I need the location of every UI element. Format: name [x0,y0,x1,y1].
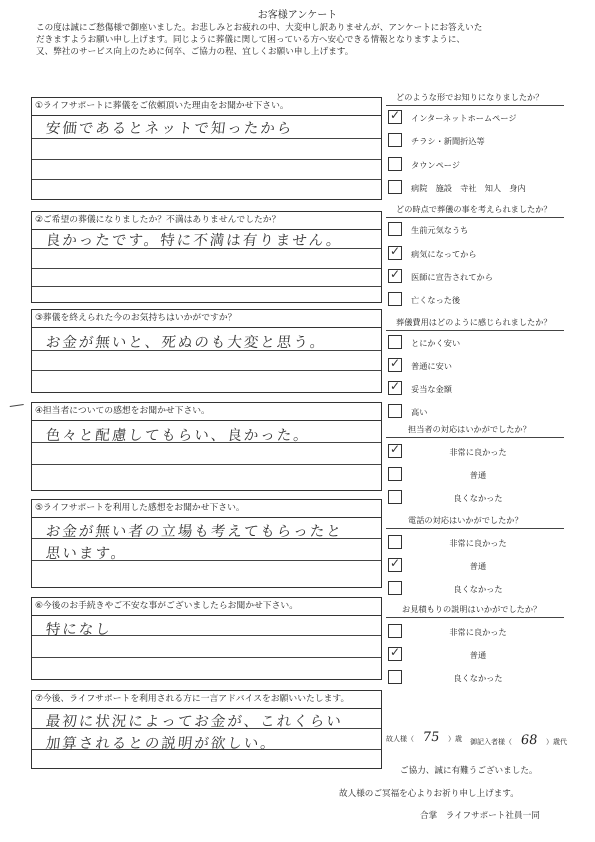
option-label: 非常に良かった [449,447,507,457]
question-4-box [31,402,382,491]
survey-5-heading: 電話の対応はいかがでしたか？ [408,515,523,525]
survey-4-heading: 担当者の対応はいかがでしたか？ [408,424,531,434]
option-label: 良くなかった [453,584,503,594]
checkbox[interactable] [388,222,402,236]
question-6-answer: 特になし [45,622,113,638]
survey-3-heading: 葬儀費用はどのように感じられましたか？ [396,317,552,327]
page-title: お客様アンケート [257,10,338,21]
answer-rule [32,657,381,658]
option-label: 医師に宣告されてから [411,272,493,282]
answer-rule [32,159,381,160]
question-3-label: ③葬儀を終えられた今のお気持ちはいかがですか？ [32,310,381,328]
checkbox[interactable] [388,381,402,395]
checkbox[interactable] [388,110,402,124]
option-label: 生前元気なうち [411,225,469,235]
intro-line: 又、弊社のサービス向上のために何卒、ご協力の程、宜しくお願い申し上げます。 [36,47,354,57]
option-label: とにかく安い [411,338,461,348]
question-1-box [31,97,382,200]
option-label: 普通 [469,650,487,660]
survey-rule [386,437,564,438]
checkbox[interactable] [388,467,402,481]
question-7-box [31,690,382,769]
option-label: インターネットホームページ [411,113,517,123]
checkmark-icon: ✓ [390,244,401,258]
checkbox[interactable] [388,269,402,283]
question-5-answer-line2: 思います。 [45,546,129,562]
question-7-label: ⑦今後、ライフサポートを利用される方に一言アドバイスをお願いいたします。 [32,691,381,709]
option-label: 良くなかった [453,673,503,683]
question-3-answer: お金が無いと、死ぬのも大変と思う。 [45,335,328,351]
option-label: 高い [411,407,428,417]
question-2-label: ②ご希望の葬儀になりましたか？不満はありませんでしたか？ [32,212,381,230]
question-5-answer: お金が無い者の立場も考えてもらったと [45,524,344,540]
checkbox[interactable] [388,490,402,504]
checkbox[interactable] [388,292,402,306]
writer-age-unit: ）歳代 [546,738,567,746]
question-1-label: ①ライフサポートに葬儀をご依頼頂いた理由をお聞かせ下さい。 [32,98,381,116]
thanks-text: ご協力、誠に有難うございました。 [400,766,538,776]
survey-1-heading: どのような形でお知りになりましたか？ [396,92,544,102]
survey-rule [386,617,564,618]
writer-age-value[interactable]: 68 [519,733,539,748]
question-7-answer: 最初に状況によってお金が、これくらい [45,714,344,730]
checkbox[interactable] [388,647,402,661]
writer-age [470,733,567,748]
survey-6-heading: お見積もりの説明はいかがでしたか？ [402,604,542,614]
prayer-text: 故人様のご冥福を心よりお祈り申し上げます。 [339,789,519,799]
option-label: 普通 [469,470,487,480]
survey-2-heading: どの時点で葬儀の事を考えられましたか？ [396,204,552,214]
question-6-label: ⑥今後のお手続きやご不安な事がございましたらお聞かせ下さい。 [32,598,381,616]
intro-text [36,22,566,58]
checkbox[interactable] [388,246,402,260]
option-label: 妥当な金額 [411,384,452,394]
answer-rule [32,370,381,371]
question-4-answer: 色々と配慮してもらい、良かった。 [45,428,311,444]
option-label: 普通に安い [411,361,452,371]
answer-rule [32,138,381,139]
checkbox[interactable] [388,157,402,171]
survey-rule [386,105,564,106]
answer-rule [32,286,381,287]
checkbox[interactable] [388,404,402,418]
deceased-age-label: 故人様（ [386,735,414,743]
checkmark-icon: ✓ [390,356,401,370]
deceased-age-unit: ）歳 [448,735,462,743]
deceased-age [386,730,462,745]
option-label: タウンページ [411,160,460,170]
checkbox[interactable] [388,444,402,458]
option-label: 非常に良かった [449,538,507,548]
question-2-box [31,211,382,303]
survey-rule [386,217,564,218]
survey-rule [386,528,564,529]
checkbox[interactable] [388,335,402,349]
question-5-label: ⑤ライフサポートを利用した感想をお聞かせ下さい。 [32,500,381,518]
question-4-label: ④担当者についての感想をお聞かせ下さい。 [32,403,381,421]
option-label: 良くなかった [453,493,503,503]
checkbox[interactable] [388,624,402,638]
option-label: 病院 施設 寺社 知人 身内 [411,183,526,193]
checkmark-icon: ✓ [390,645,401,659]
checkbox[interactable] [388,670,402,684]
checkbox[interactable] [388,358,402,372]
option-label: 普通 [469,561,487,571]
answer-rule [32,464,381,465]
deceased-age-value[interactable]: 75 [421,730,441,745]
checkbox[interactable] [388,133,402,147]
option-label: 亡くなった後 [411,295,461,305]
checkmark-icon: ✓ [390,379,401,393]
checkbox[interactable] [388,535,402,549]
signoff-text: 合掌 ライフサポート社員一同 [420,811,540,821]
writer-age-label: 御記入者様（ [470,738,512,746]
intro-line: この度は誠にご愁傷様で御座いました。お悲しみとお疲れの中、大変申し訳ありませんが、アンケートにお答えいた [36,23,483,33]
checkbox[interactable] [388,581,402,595]
checkmark-icon: ✓ [390,267,401,281]
question-6-box [31,597,382,680]
question-7-answer-line2: 加算されるとの説明が欲しい。 [45,736,278,752]
survey-rule [386,330,564,331]
question-2-answer: 良かったです。特に不満は有りません。 [45,233,344,249]
margin-mark [10,404,25,411]
answer-rule [32,268,381,269]
option-label: チラシ・新聞折込等 [411,136,485,146]
option-label: 病気になってから [411,249,477,259]
checkmark-icon: ✓ [390,442,401,456]
option-label: 非常に良かった [449,627,507,637]
checkbox[interactable] [388,558,402,572]
intro-line: だきますようお願い申し上げます。同じように葬儀に関して困っている方へ安心できる情報となりますように、 [36,35,466,45]
checkbox[interactable] [388,180,402,194]
checkmark-icon: ✓ [390,556,401,570]
question-1-answer: 安価であるとネットで知ったから [45,121,295,137]
checkmark-icon: ✓ [390,108,401,122]
answer-rule [32,179,381,180]
question-5-box [31,499,382,588]
question-3-box [31,309,382,393]
